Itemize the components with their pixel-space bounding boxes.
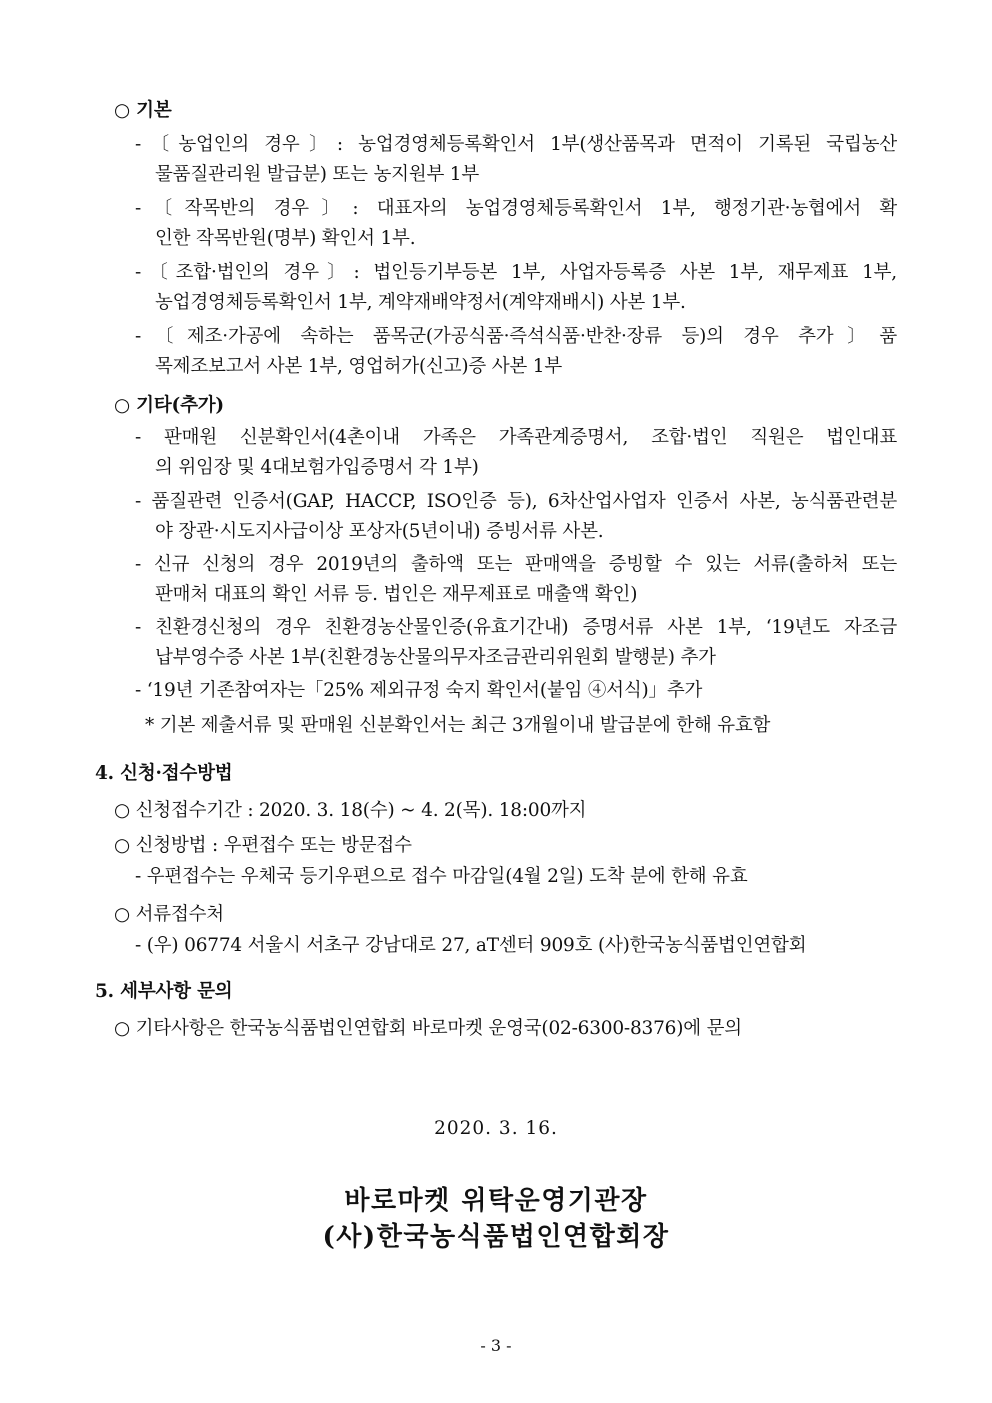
basic-item-2-line-1: -〔작목반의 경우〕: 대표자의 농업경영체등록확인서 1부, 행정기관·농협에서 확 [135,198,897,219]
basic-heading: ○ 기본 [114,100,172,121]
other-heading: ○ 기타(추가) [114,395,224,416]
basic-item-3-line-1: -〔조합·법인의 경우〕: 법인등기부등본 1부, 사업자등록증 사본 1부, 재무제표 1부, [135,262,897,283]
other-item-1-line-2: 의 위임장 및 4대보험가입증명서 각 1부) [155,457,479,478]
submission-place: ○ 서류접수처 [114,904,224,925]
other-item-3-line-2: 판매처 대표의 확인 서류 등. 법인은 재무제표로 매출액 확인) [155,584,638,605]
other-item-5: - ‘19년 기존참여자는「25% 제외규정 숙지 확인서(붙임 ④서식)」추가 [135,680,703,701]
basic-item-4-line-1: -〔제조·가공에 속하는 품목군(가공식품·즉석식품·반찬·장류 등)의 경우 추가〕품 [135,326,897,347]
basic-item-4-line-2: 목제조보고서 사본 1부, 영업허가(신고)증 사본 1부 [155,356,563,377]
contact-info: ○ 기타사항은 한국농식품법인연합회 바로마켓 운영국(02-6300-8376)에 문의 [114,1018,742,1039]
other-item-2-line-1: - 품질관련 인증서(GAP, HACCP, ISO인증 등), 6차산업사업자 인증서 사본, 농식품관련분 [135,491,897,512]
application-method: ○ 신청방법 : 우편접수 또는 방문접수 [114,835,412,856]
basic-item-3-line-2: 농업경영체등록확인서 1부, 계약재배약정서(계약재배시) 사본 1부. [155,292,686,313]
basic-item-1-line-2: 물품질관리원 발급분) 또는 농지원부 1부 [155,164,480,185]
validity-note: * 기본 제출서류 및 판매원 신분확인서는 최근 3개월이내 발급분에 한해 유효함 [145,715,771,736]
other-item-4-line-1: - 친환경신청의 경우 친환경농산물인증(유효기간내) 증명서류 사본 1부, ‘19년도 자조금 [135,617,897,638]
basic-item-2-line-2: 인한 작목반원(명부) 확인서 1부. [155,228,416,249]
section-4-title: 4. 신청·접수방법 [95,763,233,784]
other-item-1-line-1: - 판매원 신분확인서(4촌이내 가족은 가족관계증명서, 조합·법인 직원은 법인대표 [135,427,897,448]
section-5-title: 5. 세부사항 문의 [95,981,233,1002]
postal-note: - 우편접수는 우체국 등기우편으로 접수 마감일(4월 2일) 도착 분에 한해 유효 [135,866,748,887]
issuer-title-1: 바로마켓 위탁운영기관장 [344,1186,648,1216]
issuer-title-2: (사)한국농식품법인연합회장 [322,1222,670,1252]
basic-item-1-line-1: -〔농업인의 경우〕: 농업경영체등록확인서 1부(생산품목과 면적이 기록된 국립농산 [135,134,897,155]
other-item-4-line-2: 납부영수증 사본 1부(친환경농산물의무자조금관리위원회 발행분) 추가 [155,647,716,668]
other-item-2-line-2: 야 장관·시도지사급이상 포상자(5년이내) 증빙서류 사본. [155,521,604,542]
submission-address: - (우) 06774 서울시 서초구 강남대로 27, aT센터 909호 (사)한국농식품법인연합회 [135,935,807,956]
application-period: ○ 신청접수기간 : 2020. 3. 18(수) ~ 4. 2(목). 18:00까지 [114,800,587,821]
other-item-3-line-1: - 신규 신청의 경우 2019년의 출하액 또는 판매액을 증빙할 수 있는 서류(출하처 또는 [135,554,897,575]
document-date: 2020. 3. 16. [434,1118,558,1139]
page-number: - 3 - [480,1336,512,1355]
